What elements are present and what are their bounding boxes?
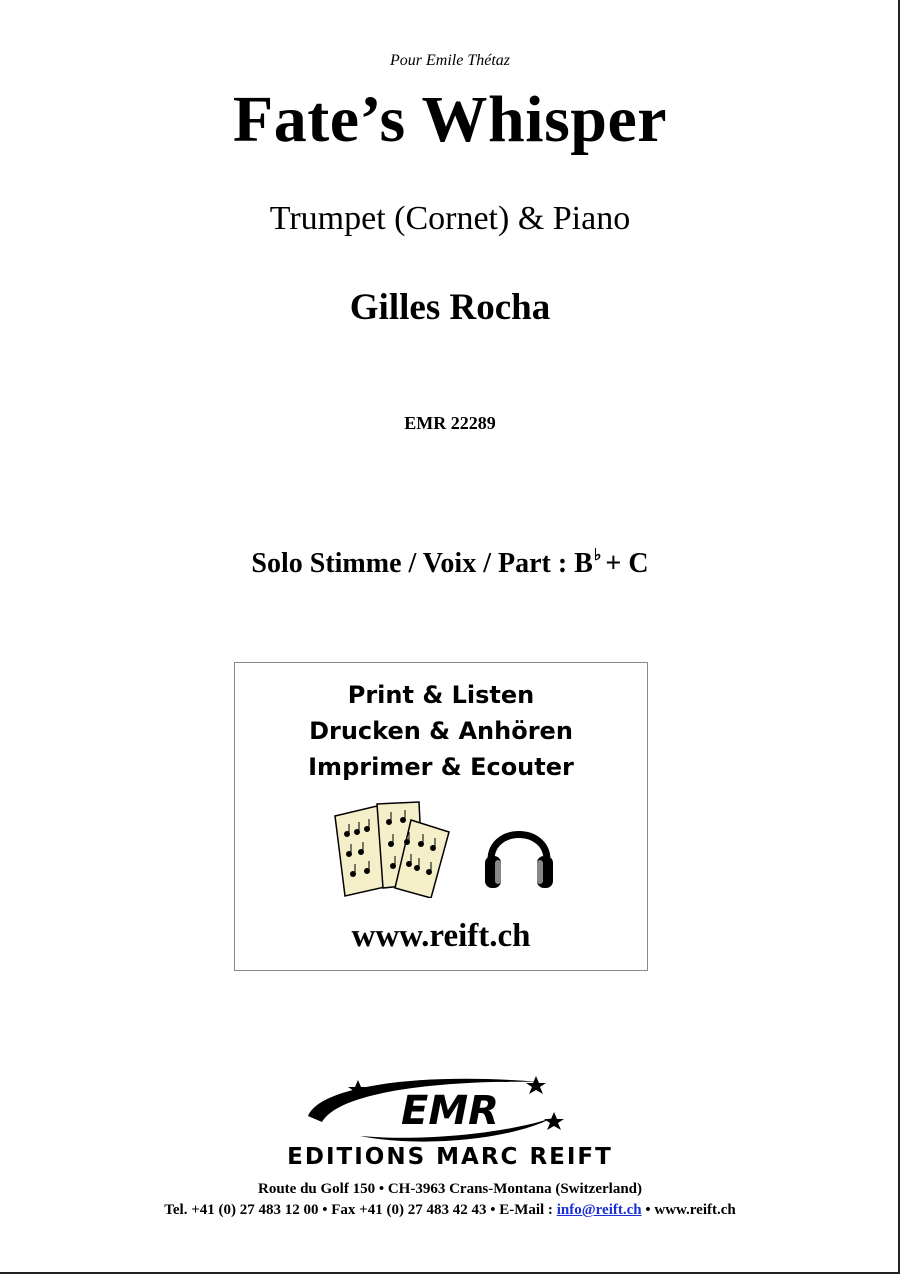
part-suffix: + C (605, 548, 649, 579)
part-prefix: Solo Stimme / Voix / Part : B (251, 548, 593, 579)
page-title: Fate’s Whisper (232, 83, 668, 156)
catalog-number: EMR 22289 (404, 413, 496, 433)
promo-line-german: Drucken & Anhören (309, 717, 573, 745)
publisher-name: EDITIONS MARC REIFT (287, 1144, 613, 1170)
publisher-contact (0, 1202, 900, 1219)
instrumentation: Trumpet (Cornet) & Piano (269, 200, 631, 237)
emr-logo (300, 1072, 580, 1144)
promo-line-french: Imprimer & Ecouter (308, 753, 574, 781)
email-link[interactable]: info@reift.ch (556, 1202, 642, 1218)
headphones-icon (483, 816, 555, 892)
print-listen-box[interactable] (234, 662, 648, 971)
promo-website[interactable]: www.reift.ch (351, 918, 531, 954)
part-label (0, 545, 900, 580)
sheet-music-icon (327, 798, 455, 898)
contact-website: • www.reift.ch (641, 1202, 736, 1218)
promo-line-english: Print & Listen (347, 681, 535, 709)
composer-name: Gilles Rocha (349, 287, 551, 328)
flat-sign: ♭ (593, 547, 602, 564)
dedication: Pour Emile Thétaz (390, 52, 510, 69)
contact-phone-fax: Tel. +41 (0) 27 483 12 00 • Fax +41 (0) 27 483 42 43 • E-Mail : (164, 1202, 557, 1218)
logo-text: EMR (401, 1088, 499, 1134)
publisher-address: Route du Golf 150 • CH-3963 Crans-Montana (Switzerland) (258, 1181, 642, 1197)
